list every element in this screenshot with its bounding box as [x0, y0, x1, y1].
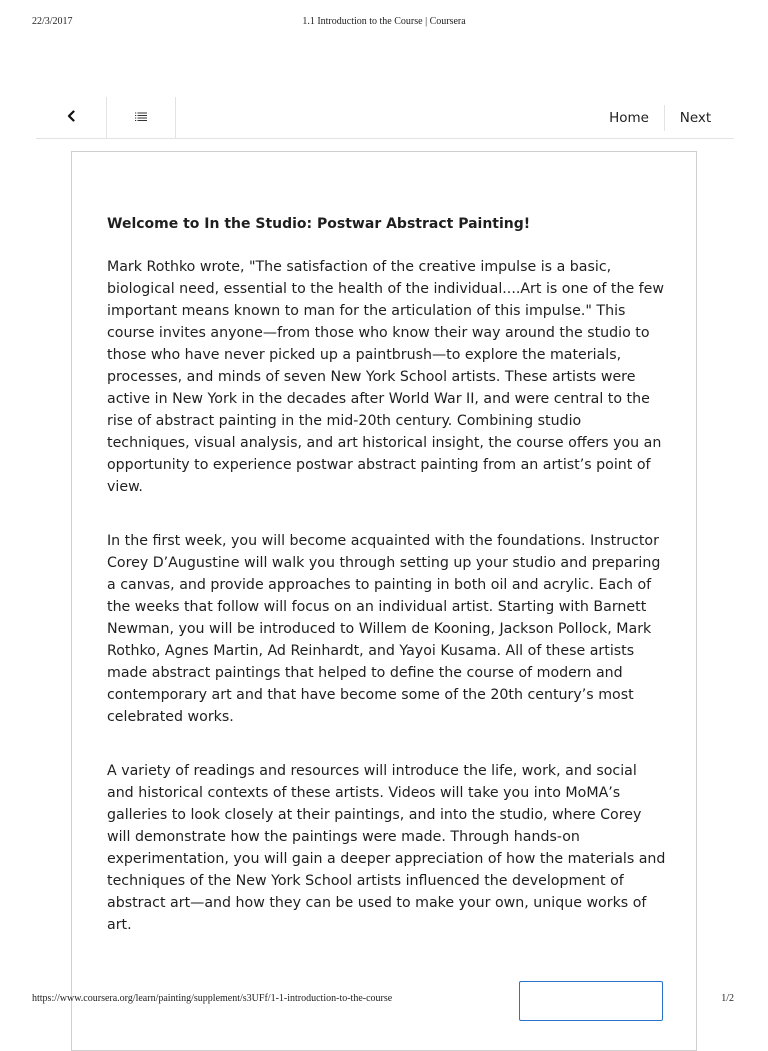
print-footer — [0, 993, 768, 1007]
course-outline-button[interactable] — [107, 97, 176, 138]
resources-paragraph: A variety of readings and resources will introduce the life, work, and social and historical contexts of these artists. Videos will take you into MoMA’s galleries to look closely at their paintings, and into the studio, where Corey will demonstrate how the paintings were made. Through hands-on experimentation, you will gain a deeper appreciation of how the materials and techniques of the New York School artists influenced the development of abstract art—and how they can be used to make your own, unique works of art. — [107, 763, 666, 933]
top-navbar — [36, 97, 734, 139]
chevron-left-icon — [66, 109, 76, 127]
content-body — [107, 212, 667, 968]
list-icon — [135, 109, 147, 127]
print-page-title: 1.1 Introduction to the Course | Coursera — [302, 16, 466, 27]
intro-paragraph: Mark Rothko wrote, "The satisfaction of the creative impulse is a basic, biological need, essential to the health of the individual....Art is one of the few important means known to man for the articulation of this impulse." This course invites anyone—from those who know their way around the studio to those who have never picked up a paintbrush—to explore the materials, processes, and minds of seven New York School artists. These artists were active in New York in the decades after World War II, and were central to the rise of abstract painting in the mid-20th century. Combining studio techniques, visual analysis, and art historical insight, the course offers you an opportunity to experience postwar abstract painting from an artist’s point of view. — [107, 259, 665, 495]
back-button[interactable] — [36, 97, 107, 138]
print-date: 22/3/2017 — [32, 16, 73, 27]
welcome-heading: Welcome to In the Studio: Postwar Abstract Painting! — [107, 216, 531, 232]
home-link[interactable]: Home — [594, 105, 665, 131]
content-card — [71, 151, 697, 1051]
print-page-number: 1/2 — [721, 993, 734, 1004]
print-url: https://www.coursera.org/learn/painting/supplement/s3UFf/1-1-introduction-to-the-course — [32, 993, 393, 1004]
next-link[interactable]: Next — [679, 110, 712, 126]
print-header — [0, 16, 768, 30]
first-week-paragraph: In the first week, you will become acquainted with the foundations. Instructor Corey D’Augustine will walk you through setting up your studio and preparing a canvas, and provide approaches to painting in both oil and acrylic. Each of the weeks that follow will focus on an individual artist. Starting with Barnett Newman, you will be introduced to Willem de Kooning, Jackson Pollock, Mark Rothko, Agnes Martin, Ad Reinhardt, and Yayoi Kusama. All of these artists made abstract paintings that helped to define the course of modern and contemporary art and that have become some of the 20th century’s most celebrated works. — [107, 533, 661, 725]
